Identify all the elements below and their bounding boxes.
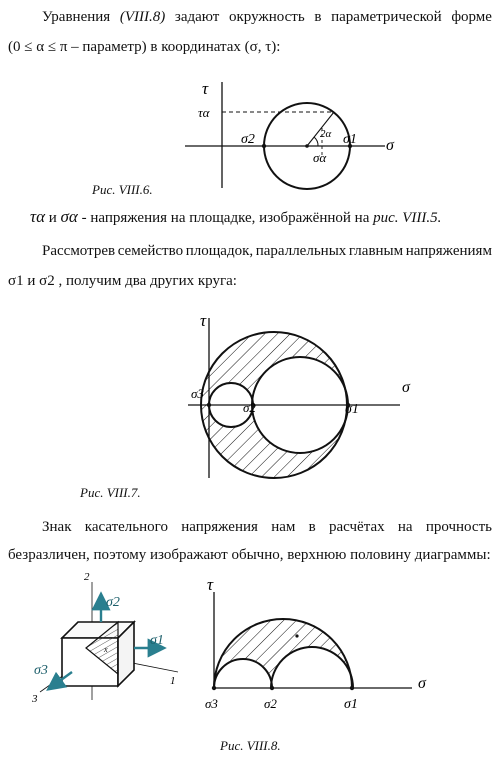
word: главным xyxy=(348,243,404,259)
fig7-sigma-label: σ xyxy=(402,379,410,396)
figure-ref: рис. VIII.5. xyxy=(373,210,442,226)
fig7-sigma1-label: σ1 xyxy=(345,402,359,417)
fig8-sigma-label: σ xyxy=(418,675,426,692)
word: касательного xyxy=(84,519,168,535)
word: Уравнения xyxy=(42,9,111,25)
fig7-sigma3-label: σ3 xyxy=(191,386,204,401)
sentence2-text: - напряжения на площадке, изображённой на xyxy=(81,210,370,226)
fig8-sigma2-label: σ2 xyxy=(264,696,277,711)
fig7-caption: Рис. VIII.7. xyxy=(80,485,141,500)
equation-ref: (VIII.8) xyxy=(119,9,166,25)
fig6-tau-label: τ xyxy=(202,79,209,98)
fig7-sigma2-label: σ2 xyxy=(243,400,256,415)
cube-axis-1-label: 1 xyxy=(170,675,176,687)
word: Рассмотрев xyxy=(42,243,116,259)
word: форме xyxy=(451,9,492,25)
word: задают xyxy=(174,9,220,25)
fig8-sigma3-label: σ3 xyxy=(205,696,218,711)
fig6-sigma-label: σ xyxy=(386,137,394,154)
word: нам xyxy=(271,519,296,535)
fig6-sigma1-label: σ1 xyxy=(343,132,357,147)
tau-alpha: τα xyxy=(30,207,46,226)
word: напряжениям xyxy=(405,243,492,259)
word: на xyxy=(397,519,413,535)
word: напряжения xyxy=(181,519,258,535)
fig8-point-sigma2 xyxy=(270,686,274,690)
paragraph1-line2: (0 ≤ α ≤ π – параметр) в координатах (σ, τ): xyxy=(8,39,281,55)
word: в xyxy=(314,9,322,25)
fig6-sigma-alpha-label: σα xyxy=(313,150,327,165)
fig6-sigma2-label: σ2 xyxy=(241,132,255,147)
word: в xyxy=(308,519,316,535)
cube-point-label: x xyxy=(104,645,108,654)
fig8-point-x xyxy=(295,634,298,637)
fig8-caption: Рис. VIII.8. xyxy=(220,738,281,753)
cube-sigma3-label: σ3 xyxy=(34,663,48,678)
cube-sigma1-label: σ1 xyxy=(150,633,164,648)
word: площадок, xyxy=(185,243,254,259)
paragraph4-line2: безразличен, поэтому изображают обычно, верхнюю половину диаграммы: xyxy=(8,547,491,563)
fig8-point-sigma3 xyxy=(212,686,216,690)
fig6-caption: Рис. VIII.6. xyxy=(92,182,153,197)
fig8-point-sigma1 xyxy=(350,686,354,690)
word: окружность xyxy=(228,9,305,25)
fig7-tau-label: τ xyxy=(200,311,207,330)
fig6-tau-alpha-label: τα xyxy=(198,105,210,120)
fig6-angle-label: 2α xyxy=(320,128,332,140)
sigma-alpha: σα xyxy=(60,207,78,226)
word: расчётах xyxy=(329,519,385,535)
cube-axis-3-label: 3 xyxy=(32,693,38,705)
word: Знак xyxy=(42,519,72,535)
word: параллельных xyxy=(255,243,347,259)
cube-axis-2-label: 2 xyxy=(84,571,90,583)
word: семейство xyxy=(117,243,184,259)
word: прочность xyxy=(425,519,492,535)
word-and: и xyxy=(48,210,57,226)
cube-sigma2-label: σ2 xyxy=(106,595,120,610)
paragraph3-line2: σ1 и σ2 , получим два других круга: xyxy=(8,273,237,289)
word: параметрической xyxy=(331,9,442,25)
fig8-sigma1-label: σ1 xyxy=(344,697,358,712)
fig8-tau-label: τ xyxy=(207,575,214,594)
